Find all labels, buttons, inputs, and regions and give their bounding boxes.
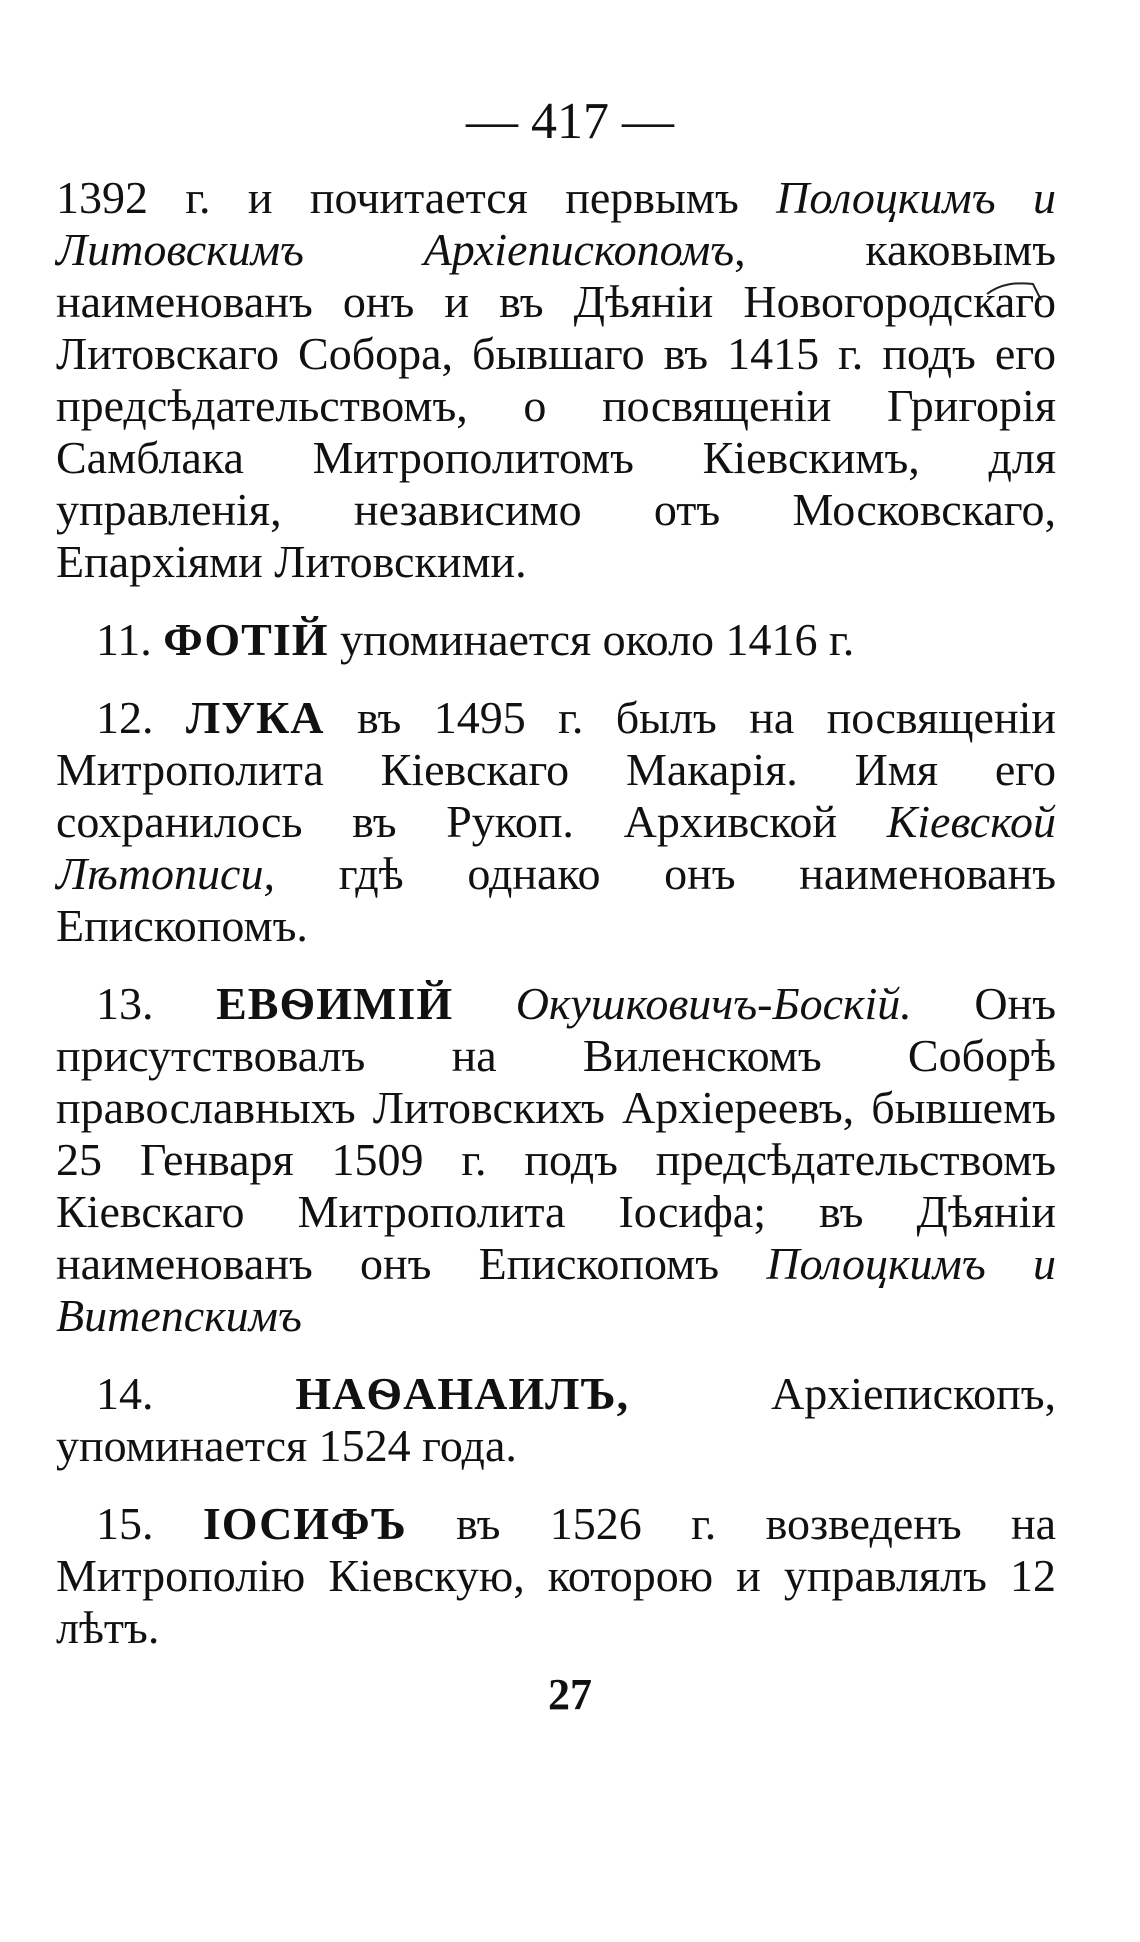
p13-italic-name: Окушковичъ-Боскій. — [515, 978, 912, 1029]
paragraph-11 — [56, 614, 1056, 666]
p13-name: ЕВѲИМІЙ — [216, 978, 454, 1029]
p12-number: 12. — [96, 692, 154, 743]
p12-name: ЛУКА — [185, 692, 325, 743]
intro-paragraph — [56, 172, 1056, 588]
p15-name: ІОСИФЪ — [202, 1498, 407, 1549]
paragraph-13 — [56, 978, 1056, 1342]
p11-number: 11. — [96, 614, 152, 665]
p13-italic-tail: Полоцкимъ и Витепскимъ — [56, 1238, 1057, 1341]
p13-text: Онъ присутствовалъ на Виленскомъ Соборѣ православныхъ Литовскихъ Архіереевъ, бывшемъ 25 Генваря 1509 г. подъ предсѣдательствомъ Кіевскаго Митрополита Іосифа; въ Дѣяніи наименованъ онъ Епископомъ — [56, 978, 1056, 1289]
p11-text: упоминается около 1416 г. — [340, 614, 855, 665]
p11-name: ФОТІЙ — [163, 614, 329, 665]
paragraph-12 — [56, 692, 1056, 952]
paragraph-15 — [56, 1498, 1056, 1654]
paragraph-14 — [56, 1368, 1056, 1472]
p12-text-before: въ 1495 г. былъ на посвященіи Митрополита Кіевскаго Макарія. Имя его сохранилось въ Рукоп. Архивской — [56, 692, 1056, 847]
p14-name: НАѲАНАИЛЪ, — [295, 1368, 630, 1419]
intro-start: 1392 г. и почитается первымъ — [56, 172, 777, 223]
p12-italic: Кіевской Лѣтописи, — [56, 796, 1056, 899]
p15-number: 15. — [96, 1498, 154, 1549]
page-body — [56, 172, 1056, 1654]
p15-text: въ 1526 г. возведенъ на Митрополію Кіевскую, которою и управлялъ 12 лѣтъ. — [56, 1498, 1057, 1653]
pen-stroke-mark — [985, 276, 1045, 306]
p14-number: 14. — [96, 1368, 154, 1419]
intro-end: , каковымъ наименованъ онъ и въ Дѣяніи Новогородскаго Литовскаго Собора, бывшаго въ 1415 г. подъ его предсѣдательствомъ, о посвященіи Григорія Самблака Митрополитомъ Кіевскимъ, для управленія, независимо отъ Московскаго, Епархіями Литовскими. — [56, 224, 1056, 587]
p12-text-after: гдѣ однако онъ наименованъ Епископомъ. — [56, 848, 1056, 951]
p13-number: 13. — [96, 978, 154, 1029]
p14-text: Архіепископъ, упоминается 1524 года. — [56, 1368, 1056, 1471]
intro-italic: Полоцкимъ и Литовскимъ Архіепископомъ — [56, 172, 1056, 275]
page-header: — 417 — — [466, 93, 674, 150]
signature-mark: 27 — [548, 1670, 592, 1719]
